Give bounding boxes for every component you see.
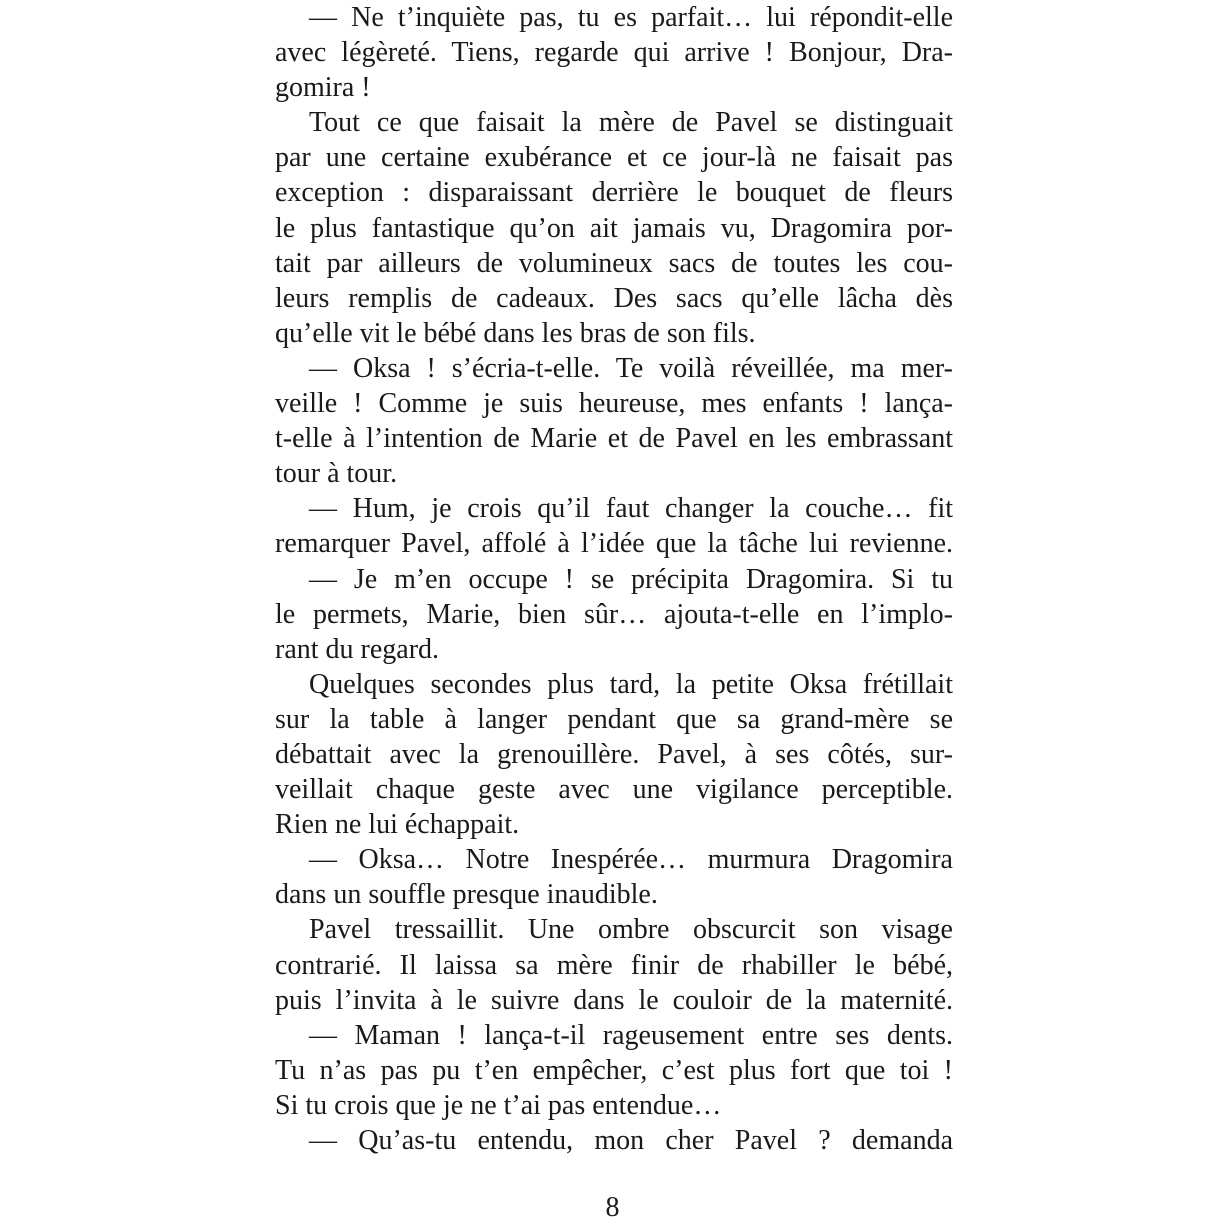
text-line: remarquer Pavel, affolé à l’idée que la tâche lui revienne.	[275, 528, 953, 560]
page-number: 8	[605, 1192, 620, 1223]
text-line: Rien ne lui échappait.	[275, 809, 520, 841]
text-line: qu’elle vit le bébé dans les bras de son fils.	[275, 317, 756, 349]
text-line: gomira !	[275, 72, 371, 104]
text-line: — Oksa… Notre Inespérée… murmura Dragomira	[309, 844, 953, 876]
text-line: leurs remplis de cadeaux. Des sacs qu’elle lâcha dès	[275, 282, 953, 314]
text-line: débattait avec la grenouillère. Pavel, à ses côtés, sur-	[275, 738, 953, 770]
text-line: Si tu crois que je ne t’ai pas entendue…	[275, 1089, 722, 1121]
text-line: rant du regard.	[275, 633, 440, 665]
page-body	[275, 0, 953, 1158]
text-line: — Ne t’inquiète pas, tu es parfait… lui répondit-elle	[309, 2, 953, 33]
text-line: tour à tour.	[275, 458, 398, 490]
text-line: dans un souffle presque inaudible.	[275, 879, 658, 911]
text-line: — Maman ! lança-t-il rageusement entre ses dents.	[309, 1019, 953, 1051]
text-line: contrarié. Il laissa sa mère finir de rhabiller le bébé,	[275, 949, 953, 981]
text-line: t-elle à l’intention de Marie et de Pavel en les embrassant	[275, 423, 953, 455]
text-line: veillait chaque geste avec une vigilance perceptible.	[275, 774, 953, 806]
text-line: puis l’invita à le suivre dans le couloir de la maternité.	[275, 984, 953, 1016]
text-line: avec légèreté. Tiens, regarde qui arrive ! Bonjour, Dra-	[275, 37, 953, 69]
text-line: exception : disparaissant derrière le bouquet de fleurs	[275, 177, 953, 209]
text-line: Pavel tressaillit. Une ombre obscurcit son visage	[309, 914, 953, 946]
text-line: sur la table à langer pendant que sa grand-mère se	[275, 703, 953, 735]
text-line: — Je m’en occupe ! se précipita Dragomira. Si tu	[309, 563, 953, 595]
text-line: veille ! Comme je suis heureuse, mes enfants ! lança-	[275, 388, 953, 420]
text-line: — Qu’as-tu entendu, mon cher Pavel ? demanda	[309, 1125, 953, 1156]
text-line: Quelques secondes plus tard, la petite Oksa frétillait	[309, 668, 953, 700]
text-line: — Hum, je crois qu’il faut changer la couche… fit	[309, 493, 953, 525]
text-line: par une certaine exubérance et ce jour-là ne faisait pas	[275, 142, 953, 174]
text-line: Tout ce que faisait la mère de Pavel se distinguait	[309, 107, 953, 139]
text-line: Tu n’as pas pu t’en empêcher, c’est plus fort que toi !	[275, 1054, 953, 1086]
text-line: le plus fantastique qu’on ait jamais vu, Dragomira por-	[275, 212, 953, 244]
text-line: le permets, Marie, bien sûr… ajouta-t-elle en l’implo-	[275, 598, 953, 630]
text-line: — Oksa ! s’écria-t-elle. Te voilà réveillée, ma mer-	[309, 352, 953, 384]
text-line: tait par ailleurs de volumineux sacs de toutes les cou-	[275, 247, 953, 279]
